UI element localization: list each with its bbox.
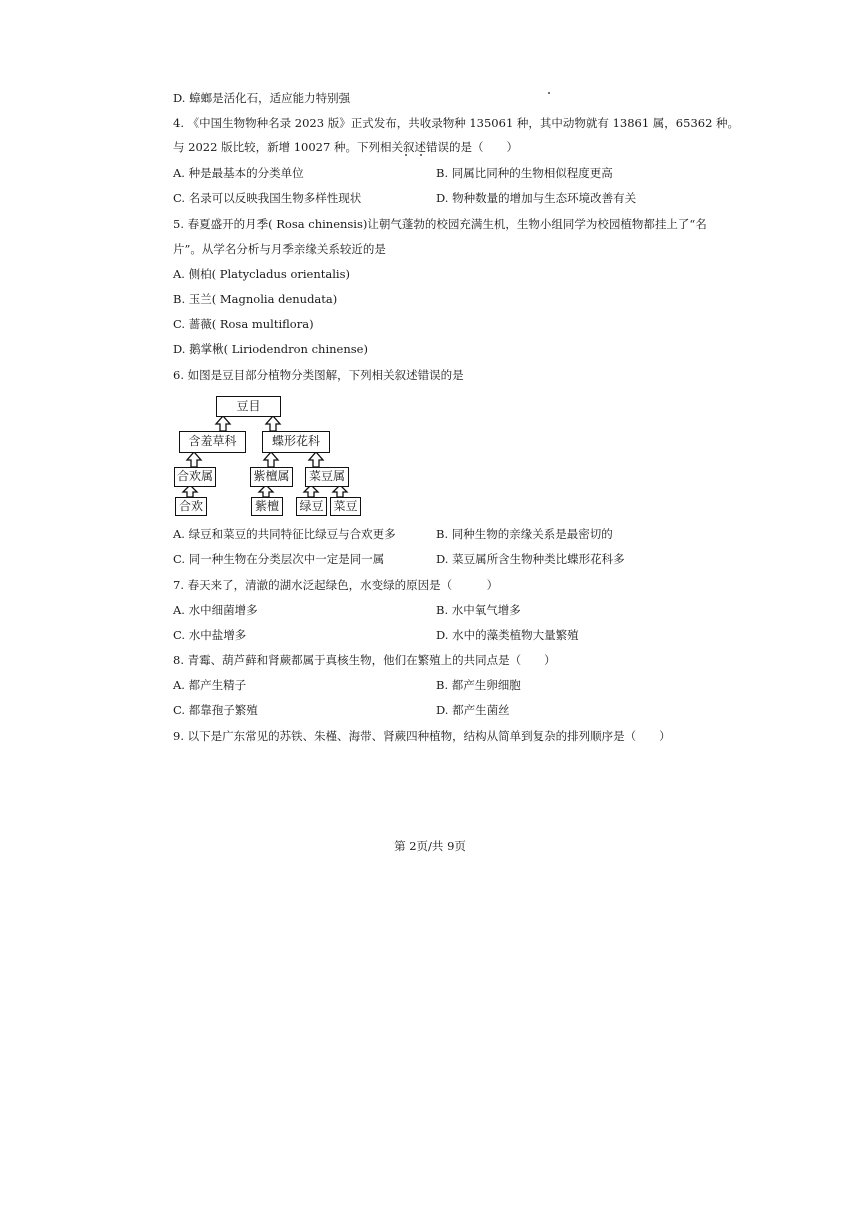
q7-option-d: D. 水中的藻类植物大量繁殖 (436, 628, 579, 642)
q5-option-d: D. 鹅掌楸( Liriodendron chinense) (173, 342, 368, 356)
q5-stem-line1: 5. 春夏盛开的月季( Rosa chinensis)让朝气蓬勃的校园充满生机，生物小组同学为校园植物都挂上了“名 (173, 217, 707, 231)
q5-stem-line2: 片”。从学名分析与月季亲缘关系较近的是 (173, 242, 386, 256)
q5-option-a: A. 侧柏( Platycladus orientalis) (173, 267, 350, 281)
q8-option-d: D. 都产生菌丝 (436, 703, 510, 717)
q4-option-a: A. 种是最基本的分类单位 (173, 166, 304, 180)
q5-option-c: C. 蔷薇( Rosa multiflora) (173, 317, 314, 331)
q3-option-d: D. 蟑螂是活化石，适应能力特别强 (173, 91, 351, 105)
q6-option-b: B. 同种生物的亲缘关系是最密切的 (436, 527, 613, 541)
page-footer: 第 2页/共 9页 (394, 839, 466, 853)
q4-option-d: D. 物种数量的增加与生态环境改善有关 (436, 191, 637, 205)
q8-option-b: B. 都产生卵细胞 (436, 678, 521, 692)
species-box-3: 绿豆 (296, 497, 327, 516)
q8-option-a: A. 都产生精子 (173, 678, 247, 692)
q6-option-d: D. 菜豆属所含生物种类比蝶形花科多 (436, 552, 625, 566)
up-arrow-icon (187, 452, 201, 467)
up-arrow-icon (264, 452, 278, 467)
family-box-left: 含羞草科 (179, 431, 246, 453)
q7-option-a: A. 水中细菌增多 (173, 603, 258, 617)
genus-box-2: 紫檀属 (250, 467, 293, 487)
q5-option-b: B. 玉兰( Magnolia denudata) (173, 292, 338, 306)
q4-stem-line2: 与 2022 版比较，新增 10027 种。下列相关叙述错误的是（ ） (173, 140, 518, 154)
q9-stem: 9. 以下是广东常见的苏铁、朱槿、海带、肾蕨四种植物，结构从简单到复杂的排列顺序是（ ） (173, 729, 671, 743)
genus-box-1: 合欢属 (174, 467, 216, 487)
order-box: 豆目 (216, 396, 281, 417)
up-arrow-icon (216, 416, 230, 431)
up-arrow-icon (266, 416, 280, 431)
species-box-2: 紫檀 (251, 497, 283, 516)
q6-stem: 6. 如图是豆目部分植物分类图解，下列相关叙述错误的是 (173, 368, 464, 382)
genus-box-3: 菜豆属 (305, 467, 349, 487)
family-box-right: 蝶形花科 (262, 431, 330, 453)
q8-stem: 8. 青霉、葫芦藓和肾蕨都属于真核生物，他们在繁殖上的共同点是（ ） (173, 653, 556, 667)
up-arrow-icon (309, 452, 323, 467)
q4-option-b: B. 同属比同种的生物相似程度更高 (436, 166, 613, 180)
q7-stem: 7. 春天来了，清澈的湖水泛起绿色，水变绿的原因是（ ） (173, 578, 499, 592)
q4-option-c: C. 名录可以反映我国生物多样性现状 (173, 191, 362, 205)
q6-option-a: A. 绿豆和菜豆的共同特征比绿豆与合欢更多 (173, 527, 396, 541)
species-box-4: 菜豆 (330, 497, 361, 516)
q4-stem-line1: 4. 《中国生物物种名录 2023 版》正式发布，共收录物种 135061 种，其中动物就有 13861 属，65362 种。 (173, 116, 740, 130)
q7-option-c: C. 水中盐增多 (173, 628, 247, 642)
species-box-1: 合欢 (175, 497, 207, 516)
q7-option-b: B. 水中氧气增多 (436, 603, 521, 617)
q8-option-c: C. 都靠孢子繁殖 (173, 703, 258, 717)
q6-option-c: C. 同一种生物在分类层次中一定是同一属 (173, 552, 385, 566)
